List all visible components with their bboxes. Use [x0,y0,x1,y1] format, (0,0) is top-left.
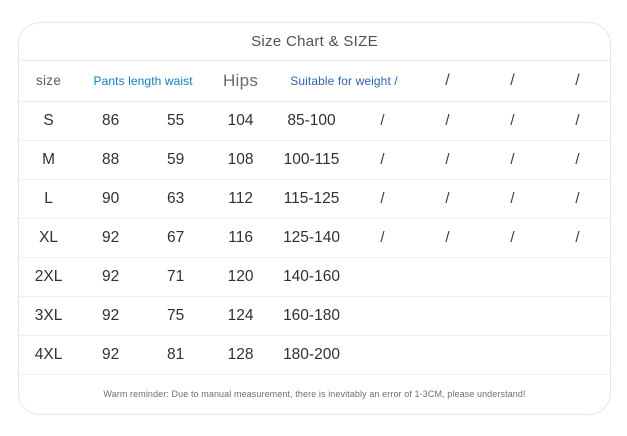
cell-size: 3XL [34,306,63,324]
cell-hips: 124 [227,306,254,324]
cell-waist: 81 [166,345,185,363]
table-row [19,257,610,296]
size-chart-card [18,22,611,415]
size-table-body [19,101,610,374]
cell-waist: 55 [166,111,185,129]
cell-hips: 128 [227,345,254,363]
cell-extra-4 [545,257,610,296]
table-row [19,296,610,335]
cell-extra-4: / [575,112,580,129]
cell-extra-2: / [445,190,450,207]
cell-extra-4: / [575,190,580,207]
cell-hips: 104 [227,111,254,129]
cell-extra-2: / [445,151,450,168]
cell-extra-2 [415,335,480,374]
cell-suitable-weight: 85-100 [287,111,336,129]
cell-size: S [43,111,54,129]
cell-extra-2 [415,296,480,335]
column-header-suitable-weight: Suitable for weight / [290,73,398,88]
cell-extra-3: / [510,151,515,168]
cell-size: 2XL [34,267,63,285]
cell-extra-1 [350,335,415,374]
cell-waist: 59 [166,150,185,168]
cell-extra-1: / [380,151,385,168]
table-header-row [19,61,610,101]
cell-pants-length: 92 [101,228,120,246]
cell-hips: 120 [227,267,254,285]
table-row [19,218,610,257]
cell-pants-length: 92 [101,345,120,363]
cell-extra-4: / [575,229,580,246]
cell-extra-2 [415,257,480,296]
table-row [19,335,610,374]
cell-pants-length: 88 [101,150,120,168]
cell-size: L [44,189,53,207]
footer-note: Warm reminder: Due to manual measurement, there is inevitably an error of 1-3CM, please understand! [103,389,526,400]
cell-hips: 116 [228,228,253,246]
cell-extra-1: / [380,229,385,246]
cell-extra-1 [350,296,415,335]
cell-extra-3: / [510,190,515,207]
cell-pants-length: 92 [101,306,120,324]
cell-extra-2: / [445,112,450,129]
cell-suitable-weight: 140-160 [283,267,340,285]
cell-extra-4: / [575,151,580,168]
cell-extra-1: / [380,190,385,207]
cell-suitable-weight: 160-180 [283,306,340,324]
cell-suitable-weight: 125-140 [283,228,340,246]
cell-size: 4XL [34,345,63,363]
cell-pants-length: 90 [101,189,120,207]
table-row [19,140,610,179]
cell-extra-3 [480,296,545,335]
cell-pants-length: 92 [101,267,120,285]
cell-waist: 75 [166,306,185,324]
table-row [19,101,610,140]
cell-pants-length: 86 [101,111,120,129]
size-chart-title: Size Chart & SIZE [19,23,610,61]
cell-hips: 108 [227,150,254,168]
cell-waist: 63 [166,189,185,207]
column-header-placeholder-slash: / [575,71,580,89]
cell-size: XL [39,228,59,246]
cell-extra-4 [545,335,610,374]
cell-extra-3 [480,257,545,296]
column-header-hips: Hips [222,70,259,90]
cell-extra-3: / [510,229,515,246]
cell-extra-2: / [445,229,450,246]
cell-extra-3: / [510,112,515,129]
cell-size: M [42,150,55,168]
cell-extra-3 [480,335,545,374]
cell-extra-4 [545,296,610,335]
cell-suitable-weight: 100-115 [283,150,340,168]
column-header-placeholder-slash: / [510,71,515,89]
column-header-pants-length-waist: Pants length waist [93,73,193,88]
cell-waist: 67 [166,228,185,246]
cell-extra-1: / [380,112,385,129]
cell-suitable-weight: 180-200 [283,345,340,363]
column-header-placeholder-slash: / [445,71,450,89]
size-table [19,61,610,375]
table-row [19,179,610,218]
cell-waist: 71 [166,267,185,285]
cell-suitable-weight: 115-125 [283,189,340,207]
cell-extra-1 [350,257,415,296]
cell-hips: 112 [228,189,253,207]
column-header-size: size [35,73,62,89]
